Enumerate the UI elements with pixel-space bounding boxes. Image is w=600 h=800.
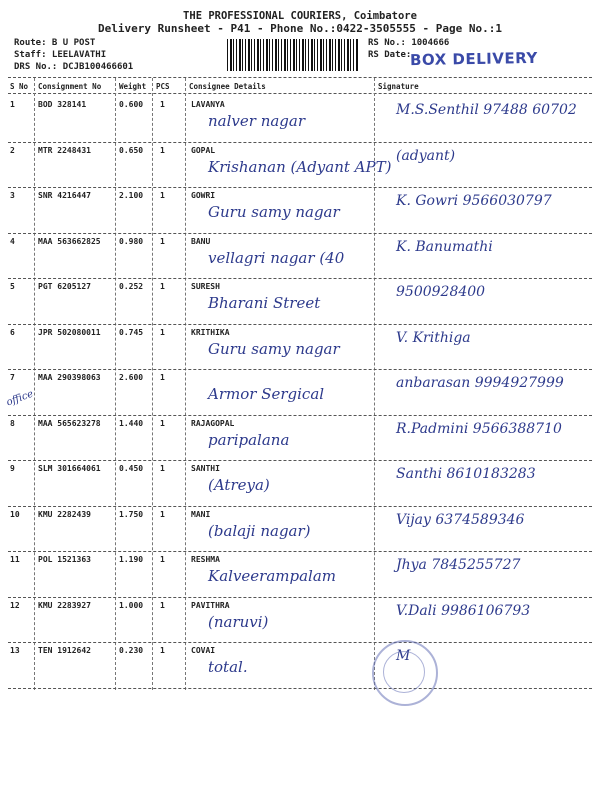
- col-signature: Signature: [378, 82, 419, 91]
- row-serial: 8: [10, 418, 15, 428]
- row-consignee-address: Kalveerampalam: [208, 567, 337, 585]
- row-consignee-address: total.: [208, 658, 248, 676]
- row-weight: 0.230: [119, 646, 144, 655]
- round-stamp-icon: [372, 640, 438, 706]
- row-pcs: 1: [160, 145, 165, 155]
- row-divider: [8, 278, 592, 279]
- row-weight: 0.600: [119, 100, 144, 109]
- row-consignee-address: Bharani Street: [208, 294, 321, 312]
- row-pcs: 1: [160, 100, 165, 109]
- row-consignee-name: SANTHI: [191, 464, 220, 473]
- row-weight: 1.750: [119, 509, 144, 519]
- row-signature: Santhi 8610183283: [396, 466, 536, 482]
- row-serial: 4: [10, 236, 15, 246]
- row-consignee-address: Krishanan (Adyant APT): [208, 157, 392, 176]
- row-signature: R.Padmini 9566388710: [396, 420, 562, 437]
- row-serial: 2: [10, 145, 15, 155]
- document-subtitle: Delivery Runsheet - P41 - Phone No.:0422-3505555 - Page No.:1: [98, 22, 502, 35]
- table-row: [8, 462, 592, 508]
- row-signature: K. Banumathi: [396, 238, 493, 255]
- row-consignee-name: RAJAGOPAL: [191, 418, 235, 428]
- row-signature: 9500928400: [396, 284, 486, 300]
- row-consignment-no: BOD 328141: [38, 100, 87, 109]
- row-signature: V. Krithiga: [396, 329, 471, 346]
- col-sno: S No: [10, 82, 29, 91]
- table-row: [8, 280, 592, 326]
- row-signature: (adyant): [396, 147, 456, 164]
- table-row: [8, 371, 592, 417]
- row-divider: [8, 642, 592, 643]
- row-weight: 1.190: [119, 555, 144, 564]
- row-serial: 9: [10, 464, 15, 473]
- table-row: [8, 644, 592, 690]
- row-consignee-address: vellagri nagar (40: [208, 248, 345, 267]
- row-pcs: 1: [160, 418, 165, 428]
- row-consignment-no: KMU 2282439: [38, 509, 91, 519]
- row-pcs: 1: [160, 373, 165, 382]
- row-weight: 0.650: [119, 145, 144, 155]
- row-weight: 2.100: [119, 191, 144, 200]
- row-consignment-no: MAA 563662825: [38, 236, 101, 246]
- col-pcs: PCS: [156, 82, 170, 91]
- row-serial: 3: [10, 191, 15, 200]
- row-serial: 7: [10, 373, 15, 382]
- table-row: [8, 599, 592, 645]
- table-row: [8, 417, 592, 463]
- table-row: [8, 553, 592, 599]
- col-weight: Weight: [119, 82, 147, 91]
- rs-number: RS No.: 1004666: [368, 38, 450, 48]
- row-signature: Vijay 6374589346: [396, 511, 525, 528]
- drs-number: DRS No.: DCJB100466601: [14, 62, 134, 72]
- row-consignee-name: KRITHIKA: [191, 327, 230, 337]
- row-consignee-name: MANI: [191, 509, 211, 519]
- row-signature: M.S.Senthil 97488 60702: [396, 102, 577, 118]
- margin-note: office: [4, 388, 35, 409]
- row-divider: [8, 506, 592, 507]
- col-consignment: Consignment No: [38, 82, 102, 91]
- rs-date: RS Date:: [368, 50, 412, 60]
- row-consignee-name: COVAI: [191, 646, 216, 655]
- table-row: [8, 98, 592, 144]
- row-consignment-no: MAA 290398063: [38, 373, 101, 382]
- row-consignee-name: RESHMA: [191, 555, 220, 564]
- row-serial: 13: [10, 646, 20, 655]
- row-divider: [8, 460, 592, 461]
- row-pcs: 1: [160, 509, 165, 519]
- table-row: [8, 326, 592, 372]
- row-consignee-address: Armor Sergical: [208, 385, 325, 403]
- row-serial: 6: [10, 327, 15, 337]
- header-divider-bottom: [8, 93, 592, 94]
- row-consignee-address: (naruvi): [208, 612, 269, 631]
- row-consignment-no: SNR 4216447: [38, 191, 91, 200]
- row-divider: [8, 324, 592, 325]
- col-consignee: Consignee Details: [189, 82, 266, 91]
- row-weight: 1.000: [119, 600, 144, 610]
- row-divider: [8, 187, 592, 188]
- row-divider: [8, 551, 592, 552]
- header-divider-top: [8, 77, 592, 78]
- row-signature: K. Gowri 9566030797: [396, 193, 552, 209]
- staff-label: Staff: LEELAVATHI: [14, 50, 107, 60]
- row-signature: anbarasan 9994927999: [396, 375, 564, 391]
- table-row: [8, 508, 592, 554]
- row-consignee-address: (balaji nagar): [208, 521, 311, 540]
- row-consignment-no: SLM 301664061: [38, 464, 101, 473]
- row-consignment-no: MTR 2248431: [38, 145, 91, 155]
- row-pcs: 1: [160, 327, 165, 337]
- row-weight: 0.450: [119, 464, 144, 473]
- document-title: THE PROFESSIONAL COURIERS, Coimbatore: [183, 10, 417, 22]
- row-divider: [8, 597, 592, 598]
- row-consignee-address: nalver nagar: [208, 112, 306, 130]
- row-pcs: 1: [160, 555, 165, 564]
- row-consignee-name: SURESH: [191, 282, 220, 291]
- row-pcs: 1: [160, 191, 165, 200]
- row-pcs: 1: [160, 282, 165, 291]
- row-serial: 11: [10, 555, 20, 564]
- row-consignment-no: MAA 565623278: [38, 418, 101, 428]
- row-pcs: 1: [160, 600, 165, 610]
- row-pcs: 1: [160, 646, 165, 655]
- row-weight: 0.252: [119, 282, 144, 291]
- table-row: [8, 189, 592, 235]
- route-label: Route: B U POST: [14, 38, 96, 48]
- row-consignee-name: GOWRI: [191, 191, 216, 200]
- row-weight: 1.440: [119, 418, 144, 428]
- row-consignee-name: LAVANYA: [191, 100, 225, 109]
- row-divider: [8, 415, 592, 416]
- row-serial: 1: [10, 100, 15, 109]
- row-consignment-no: JPR 502080011: [38, 327, 101, 337]
- row-divider: [8, 688, 592, 689]
- row-divider: [8, 369, 592, 370]
- row-weight: 0.745: [119, 327, 144, 337]
- row-pcs: 1: [160, 236, 165, 246]
- row-signature: V.Dali 9986106793: [396, 602, 531, 619]
- row-consignee-name: BANU: [191, 236, 211, 246]
- box-delivery-stamp: BOX DELIVERY: [409, 48, 538, 70]
- row-serial: 10: [10, 509, 20, 519]
- row-consignee-address: (Atreya): [208, 476, 270, 494]
- row-signature: Jhya 7845255727: [396, 557, 521, 573]
- row-consignment-no: KMU 2283927: [38, 600, 91, 610]
- table-row: [8, 235, 592, 281]
- row-consignment-no: PGT 6205127: [38, 282, 91, 291]
- row-consignee-address: Guru samy nagar: [208, 203, 340, 221]
- row-consignee-name: GOPAL: [191, 145, 216, 155]
- table-row: [8, 144, 592, 190]
- row-serial: 12: [10, 600, 20, 610]
- barcode: [227, 39, 359, 71]
- row-divider: [8, 142, 592, 143]
- row-consignee-name: PAVITHRA: [191, 600, 230, 610]
- row-consignment-no: POL 1521363: [38, 555, 91, 564]
- row-weight: 2.600: [119, 373, 144, 382]
- row-consignee-address: Guru samy nagar: [208, 339, 340, 358]
- row-consignment-no: TEN 1912642: [38, 646, 91, 655]
- row-signature: M: [396, 648, 411, 664]
- row-serial: 5: [10, 282, 15, 291]
- row-pcs: 1: [160, 464, 165, 473]
- row-divider: [8, 233, 592, 234]
- row-weight: 0.980: [119, 236, 144, 246]
- row-consignee-address: paripalana: [208, 430, 290, 449]
